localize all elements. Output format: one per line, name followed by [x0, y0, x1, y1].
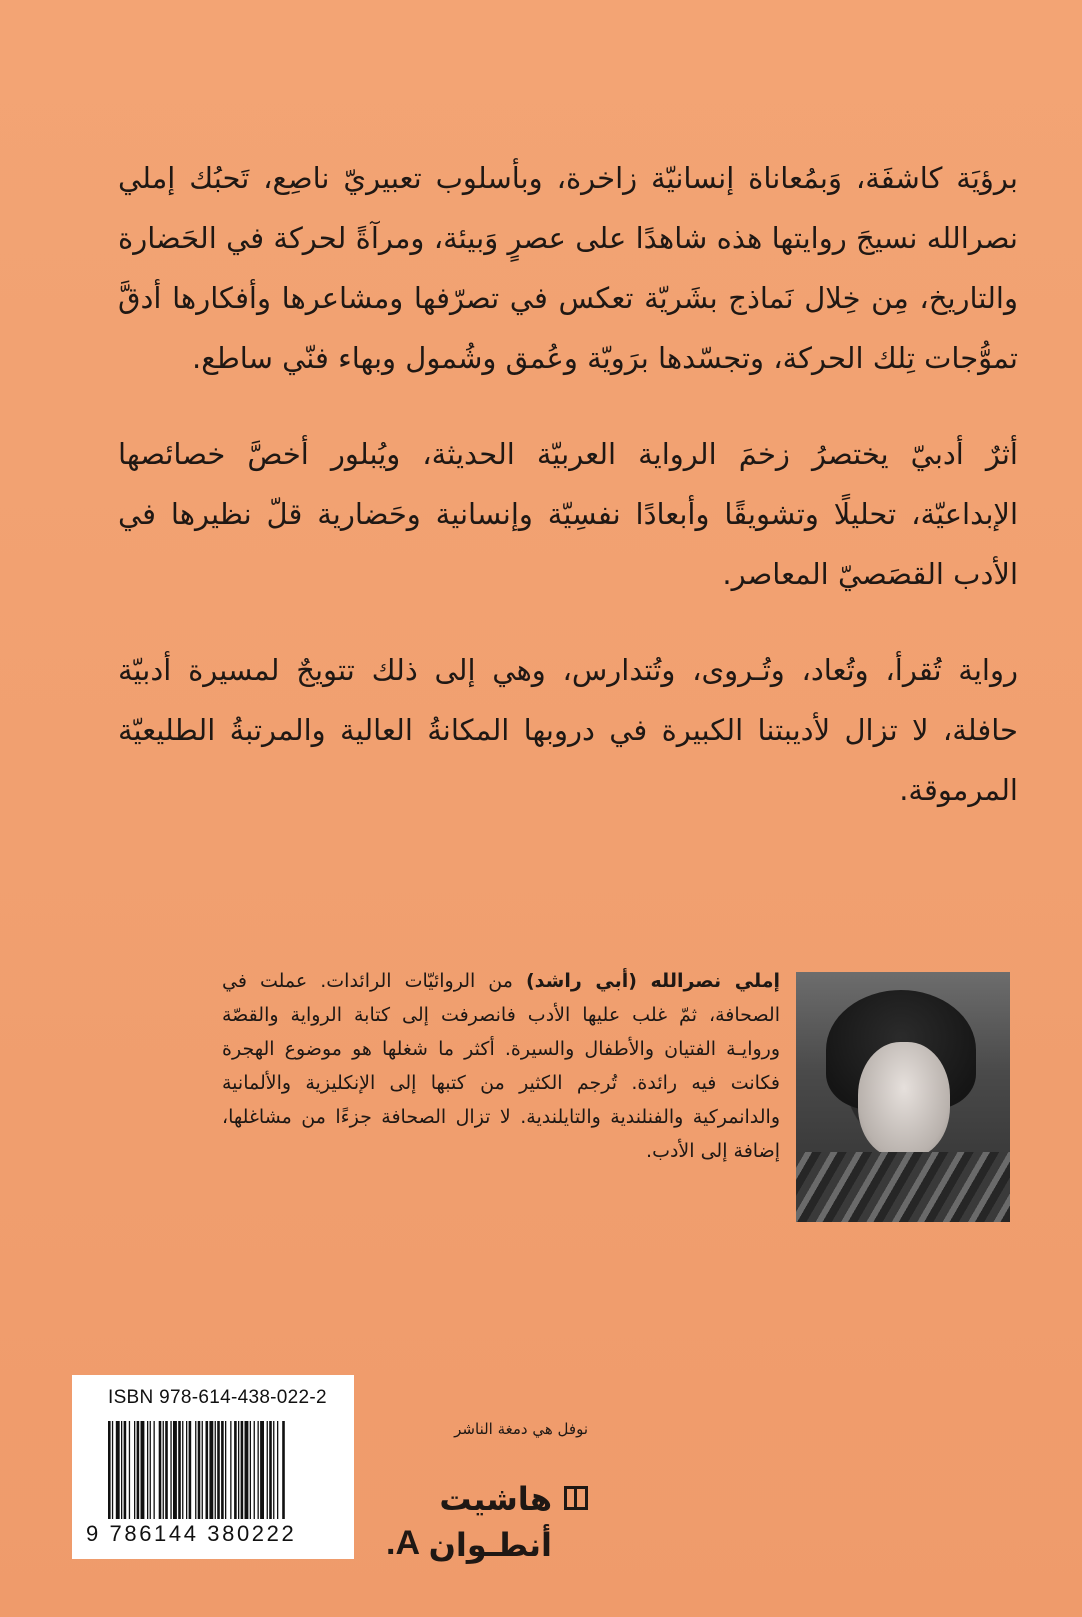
hachette-logo-icon: [564, 1486, 588, 1510]
isbn-label: ISBN 978-614-438-022-2: [108, 1387, 327, 1408]
author-photo: [796, 972, 1010, 1222]
antoine-logo-icon: A.: [386, 1524, 421, 1562]
blurb-text: [118, 148, 1018, 856]
blurb-paragraph-1: برؤيَة كاشفَة، وَبمُعاناة إنسانيّة زاخرة، وبأسلوب تعبيريّ ناصِع، تَحبُك إملي نصرالله نسيجَ روايتها هذه شاهدًا على عصرٍ وَبيئة، ومرآةً لحركة في الحَضارة والتاريخ، مِن خِلال نَماذج بشَريّة تعكس في تصرّفها ومشاعرها وأفكارها أدقَّ تموُّجات تِلك الحركة، وتجسّدها برَويّة وعُمق وشُمول وبهاء فنّي ساطع.: [118, 161, 1018, 375]
imprint-note: نوفل هي دمغة الناشر: [454, 1420, 588, 1438]
barcode-digits: 9 786144 380222: [86, 1521, 297, 1546]
blurb-paragraph-2: أثرٌ أدبيّ يختصرُ زخمَ الرواية العربيّة الحديثة، ويُبلور أخصَّ خصائصها الإبداعيّة، تحليلًا وتشويقًا وأبعادًا نفسِيّة وإنسانية وحَضارية قلّ نظيرها في الأدب القصَصيّ المعاصر.: [118, 437, 1018, 591]
isbn-barcode: [72, 1375, 354, 1559]
author-bio: [222, 964, 780, 1168]
author-name: إملي نصرالله (أبي راشد): [525, 970, 780, 992]
author-bio-text: من الروائيّات الرائدات. عملت في الصحافة، ثمّ غلب عليها الأدب فانصرفت إلى كتابة الرواية والقصّة وروايـة الفتيان والأطفال والسيرة. أكثر ما شغلها هو موضوع الهجرة فكانت فيه رائدة. تُرجم الكثير من كتبها إلى الإنكليزية والألمانية والدانمركية والفنلندية والتايلندية. لا تزال الصحافة جزءًا من مشاغلها، إضافة إلى الأدب.: [222, 970, 780, 1162]
author-photo-scarf: [796, 1152, 1010, 1222]
blurb-paragraph-3: رواية تُقرأ، وتُعاد، وتُـروى، وتُتدارس، وهي إلى ذلك تتويجٌ لمسيرة أدبيّة حافلة، لا تزال لأديبتنا الكبيرة في دروبها المكانةُ العالية والمرتبةُ الطليعيّة المرموقة.: [118, 653, 1018, 807]
barcode-bars: [108, 1421, 346, 1519]
publisher-name-line2: أنطـوان: [428, 1526, 552, 1564]
author-photo-face: [858, 1042, 950, 1158]
publisher-name-line1: هاشيت: [439, 1480, 552, 1518]
